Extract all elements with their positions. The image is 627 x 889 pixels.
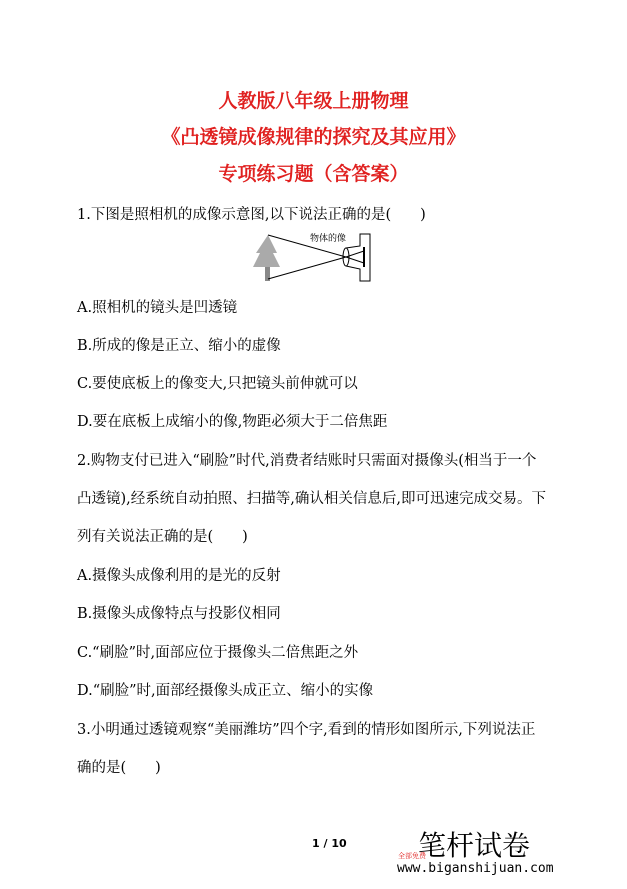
q1-option-a: A.照相机的镜头是凹透镜 (77, 300, 238, 316)
camera-diagram (250, 229, 375, 285)
watermark-name: 笔杆试卷 (418, 829, 531, 862)
question-2-line-2: 凸透镜),经系统自动拍照、扫描等,确认相关信息后,即可迅速完成交易。下 (77, 491, 546, 507)
q1-option-d: D.要在底板上成缩小的像,物距必须大于二倍焦距 (77, 414, 388, 430)
q2-option-a: A.摄像头成像利用的是光的反射 (77, 568, 281, 584)
q2-option-c: C.“刷脸”时,面部应位于摄像头二倍焦距之外 (77, 645, 359, 661)
watermark-url: www.biganshijuan.com (397, 861, 554, 876)
tree-icon (253, 235, 280, 267)
question-2-line-3: 列有关说法正确的是( ) (77, 529, 248, 545)
question-3-line-1: 3.小明通过透镜观察“美丽潍坊”四个字,看到的情形如图所示,下列说法正 (77, 722, 536, 738)
q1-option-b: B.所成的像是正立、缩小的虚像 (77, 338, 281, 354)
question-2-line-1: 2.购物支付已进入“刷脸”时代,消费者结账时只需面对摄像头(相当于一个 (77, 453, 537, 469)
figure-label: 物体的像 (310, 234, 347, 244)
q2-option-b: B.摄像头成像特点与投影仪相同 (77, 606, 281, 622)
title-line-3: 专项练习题（含答案） (218, 163, 409, 185)
title-line-2: 《凸透镜成像规律的探究及其应用》 (161, 126, 466, 148)
watermark-free: 全部免费 (398, 852, 426, 860)
title-line-1: 人教版八年级上册物理 (218, 90, 409, 112)
question-1-text: 1.下图是照相机的成像示意图,以下说法正确的是( ) (77, 207, 426, 223)
question-3-line-2: 确的是( ) (77, 760, 161, 776)
q2-option-d: D.“刷脸”时,面部经摄像头成正立、缩小的实像 (77, 683, 374, 699)
page-number: 1 / 10 (312, 837, 347, 850)
q1-option-c: C.要使底板上的像变大,只把镜头前伸就可以 (77, 376, 358, 392)
